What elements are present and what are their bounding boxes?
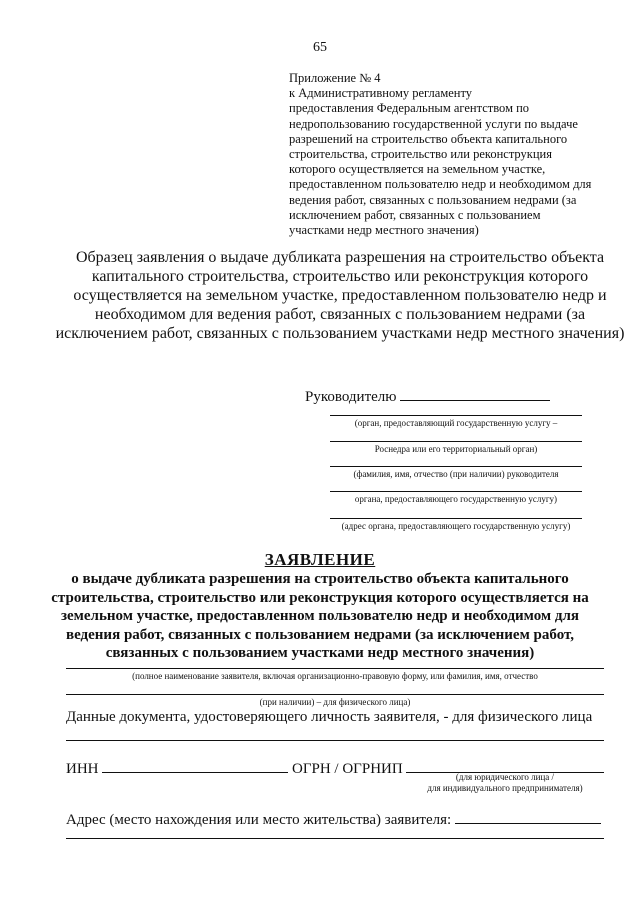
addressee-line-2[interactable] (330, 441, 582, 442)
addressee-caption-2: Роснедра или его территориальный орган) (374, 444, 538, 454)
appendix-line: к Административному регламенту (289, 86, 473, 101)
appendix-block (289, 71, 609, 238)
statement-subtitle-line: о выдаче дубликата разрешения на строительство объекта капитального (71, 571, 569, 587)
addressee-row (305, 386, 550, 406)
statement-subtitle (40, 570, 600, 663)
id-document-label: Данные документа, удостоверяющего личность заявителя, - для физического лица (66, 709, 593, 725)
applicant-name-caption-2: (при наличии) – для физического лица) (259, 697, 411, 707)
appendix-line: строительства, строительство или реконструкция (289, 147, 552, 162)
addressee-line-1[interactable] (330, 415, 582, 416)
appendix-line: недропользованию государственной услуги по выдаче (289, 116, 578, 131)
statement-subtitle-line: строительства, строительство или реконструкция которого осуществляется на (51, 589, 589, 606)
address-label: Адрес (место нахождения или место жительства) заявителя: (66, 812, 452, 828)
ogrn-caption-1: (для юридического лица / (455, 772, 555, 782)
address-field[interactable] (455, 809, 601, 824)
sample-title-line: осуществляется на земельном участке, предоставленном пользователю недр и (73, 287, 607, 304)
addressee-label: Руководителю (305, 389, 397, 405)
appendix-line: разрешений на строительство объекта капитального (289, 131, 568, 146)
sample-title-line: исключением работ, связанных с пользованием участками недр местного значения) (55, 325, 625, 342)
applicant-name-line[interactable] (66, 668, 604, 669)
appendix-line: предоставления Федеральным агентством по (289, 101, 530, 116)
appendix-line: которого осуществляется на земельном участке, (289, 162, 546, 177)
appendix-line: Приложение № 4 (289, 71, 381, 85)
sample-title-line: необходимом для ведения работ, связанных с пользованием недрами (за (94, 306, 586, 323)
addressee-name-field[interactable] (400, 386, 550, 401)
sample-title-line: Образец заявления о выдаче дубликата разрешения на строительство объекта (75, 249, 605, 266)
addressee-caption-3: (фамилия, имя, отчество (при наличии) руководителя (353, 469, 559, 479)
sample-title (40, 248, 640, 343)
addressee-line-3[interactable] (330, 466, 582, 467)
appendix-line: ведения работ, связанных с пользованием недрами (за (289, 192, 577, 207)
sample-title-line: капитального строительства, строительство или реконструкция которого (91, 268, 589, 285)
ogrn-field[interactable] (406, 758, 604, 773)
statement-subtitle-line: ведения работ, связанных с пользованием недрами (за исключением работ, (65, 626, 574, 643)
id-document-line[interactable] (66, 740, 604, 741)
addressee-line-5[interactable] (330, 518, 582, 519)
applicant-name-line-2[interactable] (66, 694, 604, 695)
appendix-line: участками недр местного значения) (289, 223, 479, 238)
statement-title: ЗАЯВЛЕНИЕ (264, 550, 376, 569)
appendix-line: исключением работ, связанных с пользованием (289, 207, 541, 222)
ogrn-caption-2: для индивидуального предпринимателя) (427, 783, 583, 793)
appendix-line: предоставленном пользователю недр и необходимом для (289, 177, 592, 192)
address-row (66, 809, 601, 829)
addressee-caption-5: (адрес органа, предоставляющего государственную услугу) (341, 521, 571, 531)
address-line-2[interactable] (66, 838, 604, 839)
addressee-caption-4: органа, предоставляющего государственную услугу) (354, 494, 558, 504)
statement-subtitle-line: связанных с пользованием участками недр местного значения) (105, 645, 535, 661)
inn-label: ИНН (66, 761, 99, 777)
addressee-line-4[interactable] (330, 491, 582, 492)
addressee-caption-1: (орган, предоставляющий государственную услугу – (354, 418, 558, 428)
inn-field[interactable] (102, 758, 288, 773)
page-number: 65 (313, 40, 327, 55)
ogrn-label: ОГРН / ОГРНИП (292, 761, 403, 777)
statement-subtitle-line: земельном участке, предоставленном пользователю недр и необходимом для (60, 608, 579, 624)
applicant-name-caption-1: (полное наименование заявителя, включая организационно-правовую форму, или фамилия, имя, отчество (132, 671, 538, 681)
